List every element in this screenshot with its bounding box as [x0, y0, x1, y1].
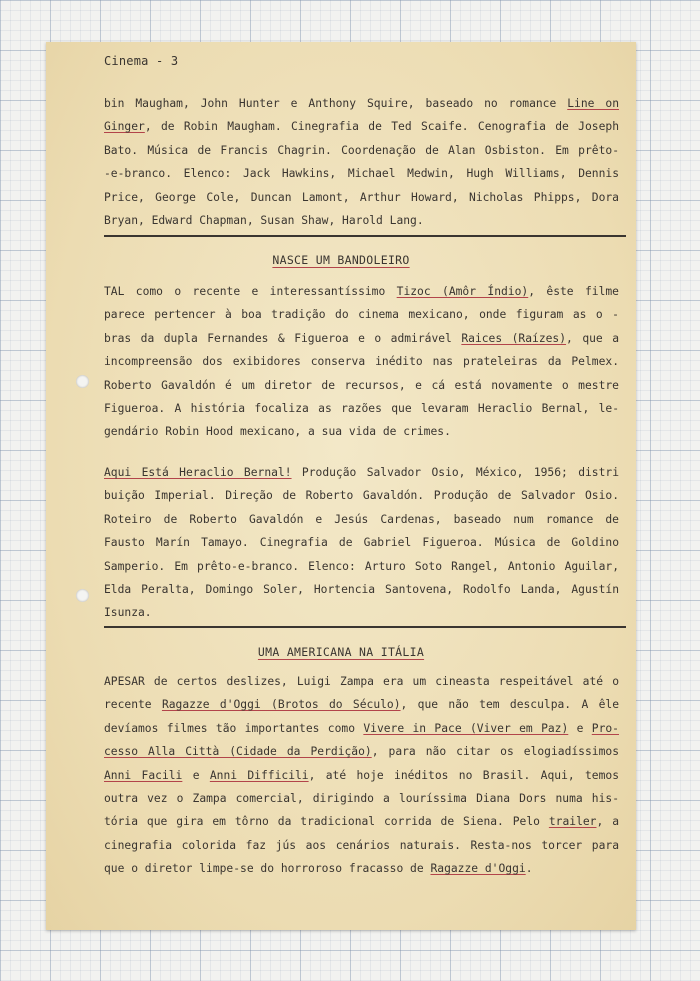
text-line: [104, 740, 619, 763]
section-divider: [104, 235, 626, 237]
text-run: , até hoje inéditos no Brasil. Aqui, temos: [308, 768, 620, 782]
text-line: [104, 303, 619, 326]
text-run: outra vez o Zampa comercial, dirigindo a louríssima Diana Dors numa his-: [104, 792, 619, 806]
text-line: [104, 555, 619, 578]
text-line: [104, 350, 619, 373]
text-run: Price, George Cole, Duncan Lamont, Arthur Howard, Nicholas Phipps, Dora: [104, 190, 619, 204]
text-run: , que não tem desculpa. A êle: [400, 698, 619, 712]
text-line: [104, 397, 619, 420]
text-run: Elda Peralta, Domingo Soler, Hortencia Santovena, Rodolfo Landa, Agustín: [104, 583, 619, 597]
underlined-title: Anni Difficili: [209, 768, 309, 782]
text-run: Figueroa. A história focaliza as razões que levaram Heraclio Bernal, le-: [104, 402, 619, 416]
text-run: -e-branco. Elenco: Jack Hawkins, Michael Medwin, Hugh Williams, Dennis: [104, 167, 619, 181]
text-run: gendário Robin Hood mexicano, a sua vida de crimes.: [104, 425, 451, 439]
text-run: Bryan, Edward Chapman, Susan Shaw, Harold Lang.: [104, 214, 424, 228]
text-run: parece pertencer à boa tradição do cinema mexicano, onde figuram as o -: [104, 308, 619, 322]
section-divider: [104, 626, 626, 628]
text-run: bin Maugham, John Hunter e Anthony Squire, baseado no romance: [104, 97, 568, 110]
text-line: [104, 115, 619, 138]
text-line: [104, 374, 619, 397]
text-run: buição Imperial. Direção de Roberto Gavaldón. Produção de Salvador Osio.: [104, 489, 619, 503]
section2-credits: [104, 461, 619, 625]
text-run: , a: [596, 815, 619, 829]
text-line: [104, 327, 619, 350]
text-run: Roteiro de Roberto Gavaldón e Jesús Cardenas, baseado num romance de: [104, 512, 619, 526]
text-run: Roberto Gavaldón é um diretor de recursos, e cá está novamente o mestre: [104, 378, 619, 392]
text-line: [104, 834, 619, 857]
text-line: [104, 139, 619, 162]
text-line: [104, 484, 619, 507]
text-line: [104, 508, 619, 531]
text-run: , de Robin Maugham. Cinegrafia de Ted Scaife. Cenografia de Joseph: [144, 120, 619, 134]
section3-title: UMA AMERICANA NA ITÁLIA: [257, 645, 425, 659]
text-run: Samperio. Em prêto-e-branco. Elenco: Arturo Soto Rangel, Antonio Aguilar,: [104, 559, 619, 573]
text-line: [104, 92, 619, 115]
text-run: , que a: [566, 331, 620, 345]
text-run: e: [182, 768, 210, 782]
text-line: [104, 420, 619, 443]
text-run: APESAR de certos deslizes, Luigi Zampa era um cineasta respeitável até o: [104, 675, 619, 688]
underlined-title: cesso Alla Città (Cidade da Perdição): [104, 745, 372, 759]
text-line: [104, 787, 619, 810]
text-line: [104, 461, 619, 484]
text-line: [104, 578, 619, 601]
text-run: , êste filme: [528, 285, 619, 298]
text-line: [104, 670, 619, 693]
text-run: Produção Salvador Osio, México, 1956; distri: [291, 466, 620, 479]
page-header: Cinema - 3: [104, 54, 179, 68]
section2-title: NASCE UM BANDOLEIRO: [272, 253, 410, 267]
text-run: bras da dupla Fernandes & Figueroa e o admirável: [104, 331, 462, 345]
text-line: [104, 280, 619, 303]
text-run: devíamos filmes tão importantes como: [104, 721, 364, 735]
section2-review: [104, 280, 619, 444]
text-run: incompreensão dos exibidores conserva inédito nas prateleiras da Pelmex.: [104, 355, 619, 369]
text-line: [104, 764, 619, 787]
text-line: [104, 693, 619, 716]
section1-credits: [104, 92, 619, 232]
text-run: que o diretor limpe-se do horroroso fracasso de: [104, 862, 431, 876]
text-line: [104, 531, 619, 554]
underlined-title: Ragazze d'Oggi: [430, 862, 526, 876]
punch-hole: [76, 589, 89, 602]
punch-hole: [76, 375, 89, 388]
section3-review: [104, 670, 619, 881]
text-run: Fausto Marín Tamayo. Cinegrafia de Gabriel Figueroa. Música de Goldino: [104, 536, 619, 550]
text-line: [104, 209, 619, 232]
underlined-title: Pro-: [591, 721, 619, 735]
text-run: e: [568, 721, 592, 735]
text-line: [104, 810, 619, 833]
text-run: Isunza.: [104, 606, 152, 620]
text-run: tória que gira em tôrno da tradicional corrida de Siena. Pelo: [104, 815, 549, 829]
text-run: recente: [104, 698, 162, 712]
text-run: TAL como o recente e interessantíssimo: [104, 285, 397, 298]
text-line: [104, 601, 619, 624]
text-line: [104, 186, 619, 209]
underlined-title: trailer: [548, 815, 597, 829]
text-run: cinegrafia colorida faz jús aos cenários naturais. Resta-nos torcer para: [104, 838, 619, 852]
text-line: [104, 717, 619, 740]
text-run: , para não citar os elogiadíssimos: [371, 745, 619, 759]
underlined-title: Tizoc (Amôr Índio): [396, 285, 529, 298]
underlined-title: Ragazze d'Oggi (Brotos do Século): [161, 698, 401, 712]
text-line: [104, 857, 619, 880]
text-run: Bato. Música de Francis Chagrin. Coordenação de Alan Osbiston. Em prêto-: [104, 143, 619, 157]
text-run: .: [525, 862, 533, 876]
underlined-title: Ginger: [104, 120, 145, 134]
underlined-title: Vivere in Pace (Viver em Paz): [363, 721, 569, 735]
underlined-title: Raices (Raízes): [461, 331, 567, 345]
typewritten-page: [46, 42, 636, 930]
underlined-title: Anni Facili: [104, 768, 183, 782]
underlined-title: Line on: [567, 97, 619, 110]
underlined-title: Aqui Está Heraclio Bernal!: [104, 466, 292, 479]
text-line: [104, 162, 619, 185]
